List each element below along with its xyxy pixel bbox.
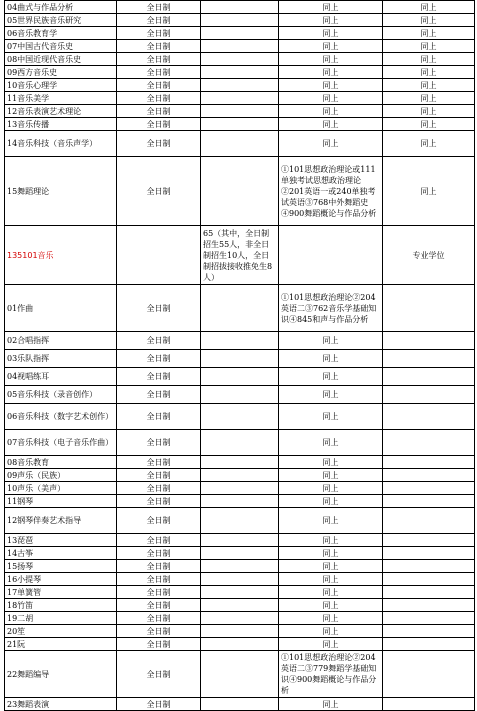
quota-cell <box>201 573 279 586</box>
note-cell <box>383 534 475 547</box>
quota-cell <box>201 560 279 573</box>
study-mode-cell: 全日制 <box>117 79 201 92</box>
study-mode-cell: 全日制 <box>117 92 201 105</box>
quota-cell <box>201 350 279 368</box>
exam-subjects-cell: 同上 <box>279 599 383 612</box>
table-row <box>5 547 475 560</box>
note-cell <box>383 560 475 573</box>
admission-catalog-table <box>4 0 475 711</box>
study-mode-cell: 全日制 <box>117 586 201 599</box>
note-cell: 同上 <box>383 118 475 131</box>
note-cell <box>383 482 475 495</box>
note-cell <box>383 586 475 599</box>
table-row <box>5 456 475 469</box>
study-mode-cell: 全日制 <box>117 105 201 118</box>
table-row <box>5 638 475 651</box>
note-cell <box>383 651 475 698</box>
note-cell <box>383 599 475 612</box>
exam-subjects-cell: 同上 <box>279 404 383 430</box>
major-name-cell: 07音乐科技（电子音乐作曲） <box>5 430 117 456</box>
quota-cell <box>201 508 279 534</box>
exam-subjects-cell: 同上 <box>279 573 383 586</box>
table-row <box>5 560 475 573</box>
note-cell <box>383 332 475 350</box>
major-name-cell: 02合唱指挥 <box>5 332 117 350</box>
table-row <box>5 350 475 368</box>
quota-cell <box>201 625 279 638</box>
table-row <box>5 625 475 638</box>
note-cell <box>383 547 475 560</box>
quota-cell <box>201 131 279 157</box>
quota-cell <box>201 456 279 469</box>
study-mode-cell <box>117 226 201 285</box>
study-mode-cell: 全日制 <box>117 456 201 469</box>
major-name-cell: 05音乐科技（录音创作） <box>5 386 117 404</box>
exam-subjects-cell: 同上 <box>279 131 383 157</box>
exam-subjects-cell: 同上 <box>279 612 383 625</box>
study-mode-cell: 全日制 <box>117 118 201 131</box>
study-mode-cell: 全日制 <box>117 638 201 651</box>
table-row <box>5 404 475 430</box>
quota-cell <box>201 66 279 79</box>
quota-cell <box>201 368 279 386</box>
major-name-cell: 19二胡 <box>5 612 117 625</box>
note-cell: 同上 <box>383 40 475 53</box>
major-name-cell: 20笙 <box>5 625 117 638</box>
major-name-cell: 01作曲 <box>5 285 117 332</box>
exam-subjects-cell: 同上 <box>279 368 383 386</box>
quota-cell <box>201 495 279 508</box>
exam-subjects-cell: ①101思想政治理论或111单独考试思想政治理论②201英语一或240单独考试英语③768中外舞蹈史④900舞蹈概论与作品分析 <box>279 157 383 226</box>
major-name-cell: 09西方音乐史 <box>5 66 117 79</box>
study-mode-cell: 全日制 <box>117 368 201 386</box>
study-mode-cell: 全日制 <box>117 651 201 698</box>
study-mode-cell: 全日制 <box>117 14 201 27</box>
study-mode-cell: 全日制 <box>117 386 201 404</box>
exam-subjects-cell: 同上 <box>279 105 383 118</box>
table-row <box>5 27 475 40</box>
quota-cell <box>201 638 279 651</box>
note-cell: 同上 <box>383 131 475 157</box>
exam-subjects-cell <box>279 226 383 285</box>
quota-cell <box>201 105 279 118</box>
exam-subjects-cell: 同上 <box>279 350 383 368</box>
study-mode-cell: 全日制 <box>117 495 201 508</box>
note-cell: 同上 <box>383 27 475 40</box>
table-row <box>5 534 475 547</box>
quota-cell <box>201 386 279 404</box>
note-cell: 同上 <box>383 92 475 105</box>
table-row <box>5 698 475 711</box>
exam-subjects-cell: 同上 <box>279 27 383 40</box>
table-row <box>5 482 475 495</box>
table-row <box>5 40 475 53</box>
study-mode-cell: 全日制 <box>117 157 201 226</box>
major-name-cell: 135101音乐 <box>5 226 117 285</box>
study-mode-cell: 全日制 <box>117 560 201 573</box>
quota-cell <box>201 79 279 92</box>
exam-subjects-cell: 同上 <box>279 1 383 14</box>
major-name-cell: 22舞蹈编导 <box>5 651 117 698</box>
note-cell <box>383 638 475 651</box>
table-row <box>5 157 475 226</box>
study-mode-cell: 全日制 <box>117 573 201 586</box>
exam-subjects-cell: 同上 <box>279 40 383 53</box>
study-mode-cell: 全日制 <box>117 547 201 560</box>
study-mode-cell: 全日制 <box>117 469 201 482</box>
table-body <box>5 1 475 711</box>
quota-cell <box>201 482 279 495</box>
study-mode-cell: 全日制 <box>117 625 201 638</box>
note-cell <box>383 404 475 430</box>
quota-cell <box>201 651 279 698</box>
major-name-cell: 21阮 <box>5 638 117 651</box>
exam-subjects-cell: 同上 <box>279 386 383 404</box>
note-cell <box>383 508 475 534</box>
note-cell <box>383 625 475 638</box>
table-row <box>5 92 475 105</box>
exam-subjects-cell: 同上 <box>279 534 383 547</box>
major-name-cell: 05世界民族音乐研究 <box>5 14 117 27</box>
study-mode-cell: 全日制 <box>117 40 201 53</box>
quota-cell <box>201 14 279 27</box>
table-row <box>5 14 475 27</box>
quota-cell <box>201 547 279 560</box>
table-row <box>5 508 475 534</box>
study-mode-cell: 全日制 <box>117 131 201 157</box>
quota-cell <box>201 1 279 14</box>
table-row <box>5 430 475 456</box>
table-row <box>5 332 475 350</box>
major-name-cell: 11钢琴 <box>5 495 117 508</box>
quota-cell <box>201 53 279 66</box>
note-cell <box>383 698 475 711</box>
major-name-cell: 23舞蹈表演 <box>5 698 117 711</box>
exam-subjects-cell: 同上 <box>279 118 383 131</box>
table-row <box>5 226 475 285</box>
major-name-cell: 10音乐心理学 <box>5 79 117 92</box>
table-row <box>5 285 475 332</box>
exam-subjects-cell: 同上 <box>279 79 383 92</box>
quota-cell <box>201 612 279 625</box>
major-name-cell: 11音乐美学 <box>5 92 117 105</box>
major-name-cell: 07中国古代音乐史 <box>5 40 117 53</box>
study-mode-cell: 全日制 <box>117 53 201 66</box>
note-cell: 同上 <box>383 79 475 92</box>
note-cell <box>383 386 475 404</box>
note-cell: 同上 <box>383 53 475 66</box>
exam-subjects-cell: 同上 <box>279 638 383 651</box>
table-row <box>5 586 475 599</box>
major-name-cell: 04曲式与作品分析 <box>5 1 117 14</box>
note-cell <box>383 573 475 586</box>
quota-cell <box>201 586 279 599</box>
note-cell: 同上 <box>383 14 475 27</box>
major-name-cell: 12音乐表演艺术理论 <box>5 105 117 118</box>
exam-subjects-cell: ①101思想政治理论②204英语二③762音乐学基础知识④845和声与作品分析 <box>279 285 383 332</box>
quota-cell <box>201 285 279 332</box>
study-mode-cell: 全日制 <box>117 27 201 40</box>
major-name-cell: 14音乐科技（音乐声学） <box>5 131 117 157</box>
major-name-cell: 08音乐教育 <box>5 456 117 469</box>
major-name-cell: 09声乐（民族） <box>5 469 117 482</box>
note-cell: 同上 <box>383 1 475 14</box>
study-mode-cell: 全日制 <box>117 508 201 534</box>
table-row <box>5 368 475 386</box>
study-mode-cell: 全日制 <box>117 612 201 625</box>
quota-cell <box>201 157 279 226</box>
table-row <box>5 573 475 586</box>
major-name-cell: 17单簧管 <box>5 586 117 599</box>
note-cell: 同上 <box>383 105 475 118</box>
study-mode-cell: 全日制 <box>117 698 201 711</box>
study-mode-cell: 全日制 <box>117 599 201 612</box>
exam-subjects-cell: 同上 <box>279 430 383 456</box>
major-name-cell: 18竹笛 <box>5 599 117 612</box>
exam-subjects-cell: 同上 <box>279 547 383 560</box>
quota-cell <box>201 404 279 430</box>
note-cell <box>383 350 475 368</box>
note-cell <box>383 430 475 456</box>
exam-subjects-cell: 同上 <box>279 698 383 711</box>
table-row <box>5 105 475 118</box>
major-name-cell: 06音乐教育学 <box>5 27 117 40</box>
quota-cell <box>201 27 279 40</box>
quota-cell <box>201 40 279 53</box>
study-mode-cell: 全日制 <box>117 285 201 332</box>
exam-subjects-cell: 同上 <box>279 469 383 482</box>
note-cell: 同上 <box>383 66 475 79</box>
quota-cell <box>201 118 279 131</box>
quota-cell <box>201 534 279 547</box>
table-row <box>5 386 475 404</box>
study-mode-cell: 全日制 <box>117 534 201 547</box>
note-cell <box>383 368 475 386</box>
study-mode-cell: 全日制 <box>117 66 201 79</box>
note-cell: 同上 <box>383 157 475 226</box>
major-name-cell: 13音乐传播 <box>5 118 117 131</box>
exam-subjects-cell: 同上 <box>279 53 383 66</box>
major-name-cell: 14古筝 <box>5 547 117 560</box>
major-name-cell: 12钢琴伴奏艺术指导 <box>5 508 117 534</box>
quota-cell <box>201 469 279 482</box>
table-row <box>5 118 475 131</box>
major-name-cell: 06音乐科技（数字艺术创作） <box>5 404 117 430</box>
major-name-cell: 13琵琶 <box>5 534 117 547</box>
exam-subjects-cell: 同上 <box>279 92 383 105</box>
exam-subjects-cell: 同上 <box>279 482 383 495</box>
major-name-cell: 08中国近现代音乐史 <box>5 53 117 66</box>
table-row <box>5 53 475 66</box>
table-row <box>5 66 475 79</box>
exam-subjects-cell: 同上 <box>279 625 383 638</box>
note-cell <box>383 456 475 469</box>
study-mode-cell: 全日制 <box>117 430 201 456</box>
exam-subjects-cell: 同上 <box>279 14 383 27</box>
study-mode-cell: 全日制 <box>117 350 201 368</box>
quota-cell <box>201 430 279 456</box>
quota-cell <box>201 92 279 105</box>
quota-cell <box>201 599 279 612</box>
study-mode-cell: 全日制 <box>117 404 201 430</box>
table-row <box>5 612 475 625</box>
major-name-cell: 15舞蹈理论 <box>5 157 117 226</box>
exam-subjects-cell: 同上 <box>279 586 383 599</box>
note-cell <box>383 612 475 625</box>
major-name-cell: 15扬琴 <box>5 560 117 573</box>
table-row <box>5 1 475 14</box>
exam-subjects-cell: ①101思想政治理论②204英语二③779舞蹈学基础知识④900舞蹈概论与作品分析 <box>279 651 383 698</box>
exam-subjects-cell: 同上 <box>279 456 383 469</box>
quota-cell: 65（其中，全日制招生55人，非全日制招生10人，全日制招拔接收推免生8人） <box>201 226 279 285</box>
exam-subjects-cell: 同上 <box>279 332 383 350</box>
quota-cell <box>201 698 279 711</box>
study-mode-cell: 全日制 <box>117 332 201 350</box>
quota-cell <box>201 332 279 350</box>
note-cell: 专业学位 <box>383 226 475 285</box>
exam-subjects-cell: 同上 <box>279 495 383 508</box>
table-row <box>5 469 475 482</box>
table-row <box>5 651 475 698</box>
major-name-cell: 10声乐（美声） <box>5 482 117 495</box>
note-cell <box>383 469 475 482</box>
note-cell <box>383 495 475 508</box>
table-row <box>5 131 475 157</box>
major-name-cell: 16小提琴 <box>5 573 117 586</box>
study-mode-cell: 全日制 <box>117 482 201 495</box>
note-cell <box>383 285 475 332</box>
table-row <box>5 495 475 508</box>
exam-subjects-cell: 同上 <box>279 508 383 534</box>
table-row <box>5 599 475 612</box>
exam-subjects-cell: 同上 <box>279 66 383 79</box>
major-name-cell: 04视唱练耳 <box>5 368 117 386</box>
study-mode-cell: 全日制 <box>117 1 201 14</box>
exam-subjects-cell: 同上 <box>279 560 383 573</box>
major-name-cell: 03乐队指挥 <box>5 350 117 368</box>
table-row <box>5 79 475 92</box>
